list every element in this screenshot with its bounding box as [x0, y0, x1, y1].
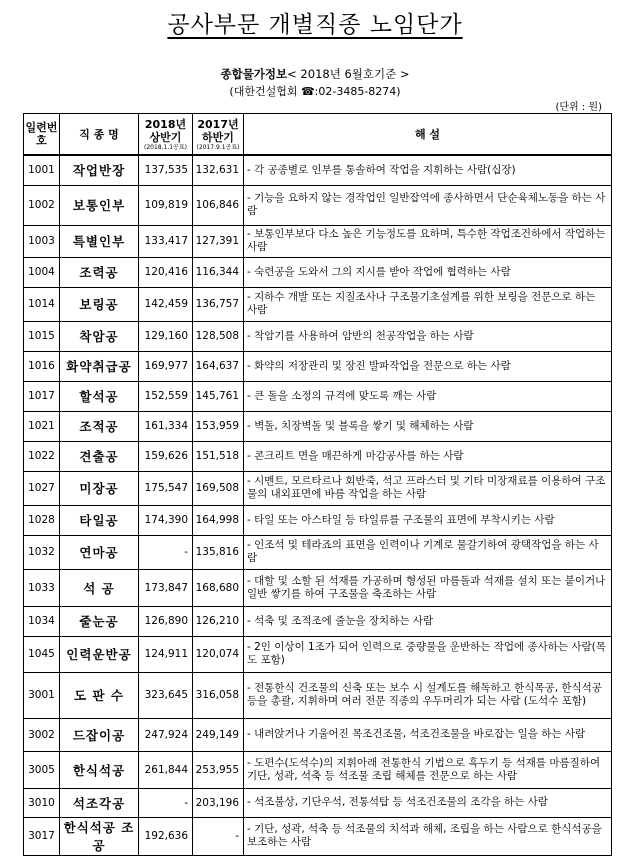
- row-code: 1022: [24, 441, 60, 471]
- row-wage-2017h2: 153,959: [193, 411, 244, 441]
- row-wage-2017h2: 169,508: [193, 471, 244, 505]
- row-code: 3010: [24, 788, 60, 817]
- row-wage-2018h1: 124,911: [139, 636, 193, 672]
- row-code: 1002: [24, 185, 60, 225]
- row-wage-2017h2: 164,637: [193, 351, 244, 381]
- header-code: 일련번호: [24, 114, 60, 156]
- row-wage-2017h2: 106,846: [193, 185, 244, 225]
- source-edition: < 2018년 6월호기준 >: [287, 67, 410, 81]
- row-wage-2017h2: 132,631: [193, 155, 244, 185]
- row-code: 3005: [24, 751, 60, 788]
- row-description: - 전통한식 건조물의 신축 또는 보수 시 설계도를 해독하고 한식목공, 한식석공 등을 총괄, 지휘하며 여러 전문 직종의 우두머리가 되는 사람 (도석수 포함): [244, 672, 612, 718]
- row-wage-2017h2: 151,518: [193, 441, 244, 471]
- row-code: 1015: [24, 321, 60, 351]
- row-wage-2018h1: 152,559: [139, 381, 193, 411]
- header-desc: 해 설: [244, 114, 612, 156]
- row-job-name: 할석공: [60, 381, 139, 411]
- row-wage-2018h1: 173,847: [139, 569, 193, 606]
- row-job-name: 조적공: [60, 411, 139, 441]
- table-row: [24, 185, 612, 225]
- table-row: [24, 718, 612, 751]
- table-row: [24, 225, 612, 257]
- row-code: 1003: [24, 225, 60, 257]
- row-job-name: 작업반장: [60, 155, 139, 185]
- row-code: 1045: [24, 636, 60, 672]
- row-wage-2018h1: 161,334: [139, 411, 193, 441]
- row-description: - 숙련공을 도와서 그의 지시를 받아 작업에 협력하는 사람: [244, 257, 612, 287]
- row-wage-2017h2: 136,757: [193, 287, 244, 321]
- row-job-name: 연마공: [60, 535, 139, 569]
- row-job-name: 보통인부: [60, 185, 139, 225]
- row-wage-2018h1: 129,160: [139, 321, 193, 351]
- row-code: 1032: [24, 535, 60, 569]
- row-wage-2018h1: -: [139, 535, 193, 569]
- row-job-name: 도 판 수: [60, 672, 139, 718]
- row-job-name: 한식석공 조 공: [60, 817, 139, 855]
- row-description: - 2인 이상이 1조가 되어 인력으로 중량물을 운반하는 작업에 종사하는 사람(목도 포함): [244, 636, 612, 672]
- row-code: 3017: [24, 817, 60, 855]
- table-row: [24, 606, 612, 636]
- row-wage-2018h1: 175,547: [139, 471, 193, 505]
- table-row: [24, 636, 612, 672]
- table-row: [24, 155, 612, 185]
- table-row: [24, 381, 612, 411]
- row-description: - 시멘트, 모르타르나 회반죽, 석고 프라스터 및 기타 미장재료를 이용하여 구조물의 내외표면에 바름 작업을 하는 사람: [244, 471, 612, 505]
- table-row: [24, 471, 612, 505]
- row-description: - 큰 돌을 소정의 규격에 맞도록 깨는 사람: [244, 381, 612, 411]
- publisher-line: (대한건설협회 ☎:02-3485-8274): [229, 85, 401, 98]
- row-wage-2017h2: 249,149: [193, 718, 244, 751]
- source-name: 종합물가정보: [220, 67, 288, 81]
- row-job-name: 인력운반공: [60, 636, 139, 672]
- row-description: - 벽돌, 치장벽돌 및 블록을 쌓기 및 해체하는 사람: [244, 411, 612, 441]
- table-row: [24, 411, 612, 441]
- row-description: - 화약의 저장관리 및 장진 발파작업을 전문으로 하는 사람: [244, 351, 612, 381]
- table-row: [24, 351, 612, 381]
- row-wage-2018h1: 247,924: [139, 718, 193, 751]
- row-wage-2017h2: 316,058: [193, 672, 244, 718]
- row-wage-2018h1: -: [139, 788, 193, 817]
- table-row: [24, 751, 612, 788]
- row-code: 1001: [24, 155, 60, 185]
- row-description: - 타일 또는 아스타일 등 타일류를 구조물의 표면에 부착시키는 사람: [244, 505, 612, 535]
- source-line: [0, 66, 630, 82]
- row-code: 1034: [24, 606, 60, 636]
- row-code: 1017: [24, 381, 60, 411]
- row-job-name: 보링공: [60, 287, 139, 321]
- table-row: [24, 788, 612, 817]
- row-job-name: 특별인부: [60, 225, 139, 257]
- table-row: [24, 672, 612, 718]
- row-code: 1014: [24, 287, 60, 321]
- row-description: - 도편수(도석수)의 지휘아래 전통한식 기법으로 흑두기 등 석재를 마름질하여 기단, 성곽, 석축 등 석조물 조립 해체를 전문으로 하는 사람: [244, 751, 612, 788]
- row-description: - 각 공종별로 인부를 통솔하여 작업을 지휘하는 사람(십장): [244, 155, 612, 185]
- table-row: [24, 321, 612, 351]
- table-body: [24, 155, 612, 855]
- row-wage-2018h1: 192,636: [139, 817, 193, 855]
- row-wage-2018h1: 109,819: [139, 185, 193, 225]
- table-row: [24, 535, 612, 569]
- row-code: 3002: [24, 718, 60, 751]
- row-job-name: 타일공: [60, 505, 139, 535]
- row-wage-2018h1: 133,417: [139, 225, 193, 257]
- header-name: 직 종 명: [60, 114, 139, 156]
- row-code: 3001: [24, 672, 60, 718]
- row-wage-2018h1: 159,626: [139, 441, 193, 471]
- row-wage-2017h2: 145,761: [193, 381, 244, 411]
- row-job-name: 조력공: [60, 257, 139, 287]
- row-description: - 인조석 및 테라죠의 표면을 인력이나 기계로 물갈기하여 광택작업을 하는 사람: [244, 535, 612, 569]
- row-wage-2018h1: 174,390: [139, 505, 193, 535]
- row-code: 1027: [24, 471, 60, 505]
- row-description: - 석조불상, 기단우석, 전통석탑 등 석조건조물의 조각을 하는 사람: [244, 788, 612, 817]
- row-job-name: 한식석공: [60, 751, 139, 788]
- row-job-name: 드잡이공: [60, 718, 139, 751]
- row-code: 1004: [24, 257, 60, 287]
- table-header-row: [24, 114, 612, 156]
- table-row: [24, 505, 612, 535]
- row-wage-2017h2: 127,391: [193, 225, 244, 257]
- row-wage-2018h1: 169,977: [139, 351, 193, 381]
- row-job-name: 줄눈공: [60, 606, 139, 636]
- row-wage-2018h1: 323,645: [139, 672, 193, 718]
- row-wage-2017h2: -: [193, 817, 244, 855]
- row-job-name: 석조각공: [60, 788, 139, 817]
- row-job-name: 미장공: [60, 471, 139, 505]
- row-code: 1016: [24, 351, 60, 381]
- header-col1: 2018년 상반기 (2018.1.1공표): [139, 114, 193, 156]
- row-description: - 석축 및 조적조에 줄눈을 장치하는 사람: [244, 606, 612, 636]
- row-description: - 착암기를 사용하여 암반의 천공작업을 하는 사람: [244, 321, 612, 351]
- row-wage-2018h1: 261,844: [139, 751, 193, 788]
- row-wage-2017h2: 203,196: [193, 788, 244, 817]
- row-job-name: 석 공: [60, 569, 139, 606]
- header-col2: 2017년 하반기 (2017.9.1공표): [193, 114, 244, 156]
- row-description: - 보통인부보다 다소 높은 기능정도를 요하며, 특수한 작업조건하에서 작업하는 사람: [244, 225, 612, 257]
- row-wage-2017h2: 128,508: [193, 321, 244, 351]
- row-description: - 기능을 요하지 않는 경작업인 일반잡역에 종사하면서 단순육체노동을 하는 사람: [244, 185, 612, 225]
- row-job-name: 견출공: [60, 441, 139, 471]
- row-wage-2017h2: 168,680: [193, 569, 244, 606]
- row-code: 1033: [24, 569, 60, 606]
- row-description: - 콘크리트 면을 매끈하게 마감공사를 하는 사람: [244, 441, 612, 471]
- table-row: [24, 817, 612, 855]
- table-row: [24, 287, 612, 321]
- row-description: - 내려앉거나 기울어진 목조건조물, 석조건조물을 바로잡는 일을 하는 사람: [244, 718, 612, 751]
- row-wage-2017h2: 135,816: [193, 535, 244, 569]
- unit-note: (단위 : 원): [555, 102, 602, 113]
- row-description: - 지하수 개발 또는 지질조사나 구조물기초설계를 위한 보링을 전문으로 하는 사람: [244, 287, 612, 321]
- row-description: - 대할 및 소할 된 석재를 가공하며 형성된 마름돌과 석재를 설치 또는 붙이거나 일반 쌓기를 하여 구조물을 축조하는 사람: [244, 569, 612, 606]
- table-row: [24, 569, 612, 606]
- row-description: - 기단, 성곽, 석축 등 석조물의 치석과 해체, 조립을 하는 사람으로 한식석공을 보조하는 사람: [244, 817, 612, 855]
- row-wage-2017h2: 120,074: [193, 636, 244, 672]
- row-wage-2017h2: 126,210: [193, 606, 244, 636]
- row-wage-2017h2: 116,344: [193, 257, 244, 287]
- document-title: 공사부문 개별직종 노임단가: [167, 12, 463, 38]
- table-row: [24, 441, 612, 471]
- wage-table: [23, 113, 612, 856]
- row-wage-2018h1: 120,416: [139, 257, 193, 287]
- row-job-name: 화약취급공: [60, 351, 139, 381]
- table-row: [24, 257, 612, 287]
- row-wage-2017h2: 253,955: [193, 751, 244, 788]
- row-wage-2018h1: 126,890: [139, 606, 193, 636]
- row-wage-2018h1: 137,535: [139, 155, 193, 185]
- row-wage-2018h1: 142,459: [139, 287, 193, 321]
- row-job-name: 착암공: [60, 321, 139, 351]
- row-code: 1021: [24, 411, 60, 441]
- row-wage-2017h2: 164,998: [193, 505, 244, 535]
- row-code: 1028: [24, 505, 60, 535]
